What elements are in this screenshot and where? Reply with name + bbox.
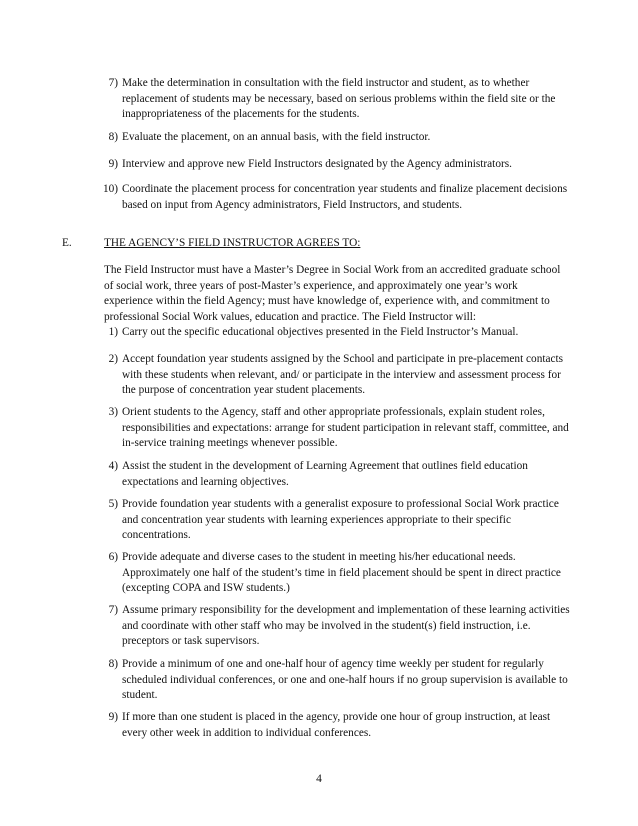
page-number: 4 — [316, 773, 322, 785]
list-text: Evaluate the placement, on an annual basis, with the field instructor. — [122, 131, 431, 143]
list-number: 9) — [108, 711, 118, 723]
list-number: 4) — [108, 460, 118, 472]
list-number: 9) — [108, 158, 118, 170]
list-text: Provide adequate and diverse cases to the student in meeting his/her educational needs. Approximately one half of the student’s time in field placement should be spent in direct practice (excepting COPA and ISW students.) — [122, 551, 561, 595]
list-text: Orient students to the Agency, staff and other appropriate professionals, explain student roles, responsibilities and expectations: arrange for student participation in relevant staff, committee, and in-service training meetings whenever possible. — [122, 406, 569, 450]
list-text: Assume primary responsibility for the development and implementation of these learning activities and coordinate with other staff who may be involved in the student(s) field instruction, i.e. preceptors or task supervisors. — [122, 604, 570, 648]
list-text: Carry out the specific educational objectives presented in the Field Instructor’s Manual. — [122, 326, 519, 338]
list-text: Provide a minimum of one and one-half hour of agency time weekly per student for regularly scheduled individual conferences, or one and one-half hours if no group supervision is available to student. — [122, 658, 568, 702]
section-letter: E. — [62, 237, 72, 249]
list-text: Coordinate the placement process for concentration year students and finalize placement decisions based on input from Agency administrators, Field Instructors, and students. — [122, 183, 568, 211]
list-text: Make the determination in consultation with the field instructor and student, as to whether replacement of students may be necessary, based on serious problems within the field site or the inappropriateness of the placements for the students. — [122, 77, 556, 121]
list-number: 2) — [108, 353, 118, 365]
list-number: 7) — [108, 77, 118, 89]
list-number: 8) — [108, 658, 118, 670]
list-number: 1) — [108, 326, 118, 338]
list-number: 10) — [102, 183, 118, 195]
list-number: 6) — [108, 551, 118, 563]
list-number: 3) — [108, 406, 118, 418]
list-text: Assist the student in the development of Learning Agreement that outlines field education expectations and learning objectives. — [122, 460, 528, 488]
list-number: 5) — [108, 498, 118, 510]
list-number: 8) — [108, 131, 118, 143]
list-text: Interview and approve new Field Instructors designated by the Agency administrators. — [122, 158, 512, 170]
list-text: Accept foundation year students assigned by the School and participate in pre-placement contacts with these students when relevant, and/ or participate in the interview and assessment process for the purpose of concentration year student placements. — [122, 353, 564, 397]
list-text: Provide foundation year students with a generalist exposure to professional Social Work practice and concentration year students with learning experiences appropriate to their specific concentrations. — [122, 498, 559, 542]
intro-paragraph: The Field Instructor must have a Master’s Degree in Social Work from an accredited graduate school of social work, three years of post-Master’s experience, and approximately one year’s work experience within the field Agency; must have knowledge of, experience with, and commitment to professional Social Work values, education and practice. The Field Instructor will: — [104, 264, 561, 323]
section-heading: THE AGENCY’S FIELD INSTRUCTOR AGREES TO: — [104, 237, 361, 249]
list-text: If more than one student is placed in the agency, provide one hour of group instruction, at least every other week in addition to individual conferences. — [122, 711, 551, 739]
list-number: 7) — [108, 604, 118, 616]
